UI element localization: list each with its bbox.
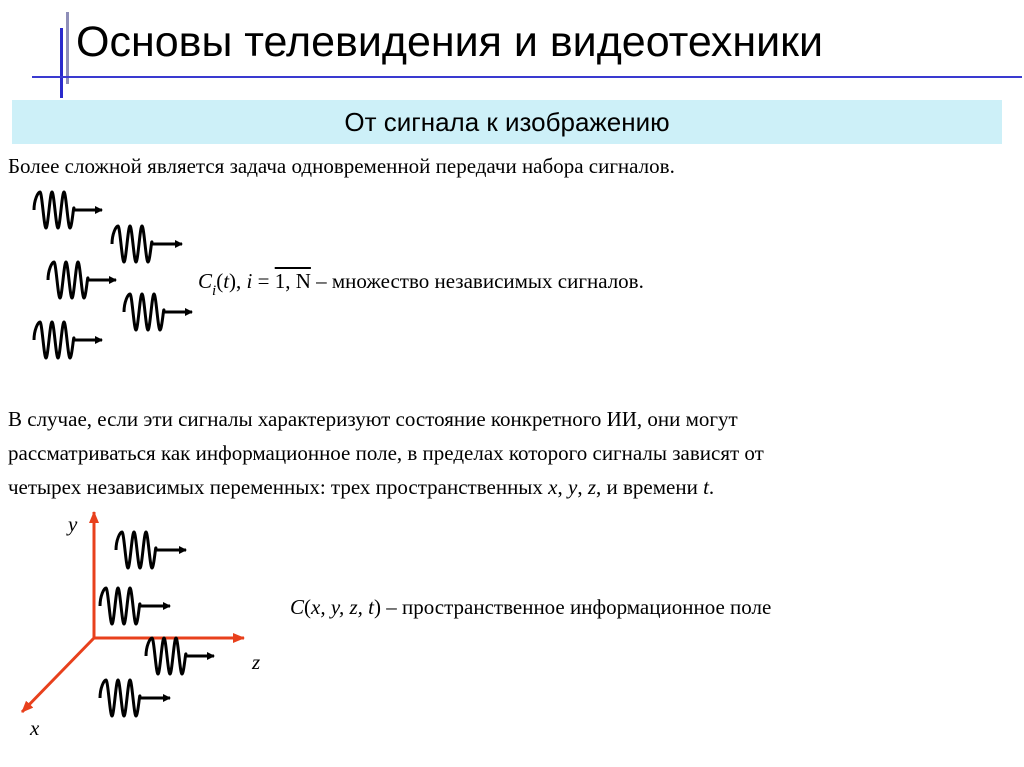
- wave-signal-icon: [124, 294, 192, 330]
- formula-field-description: – пространственное информационное поле: [381, 595, 772, 619]
- formula-description: – множество независимых сигналов.: [310, 269, 644, 293]
- intro-text: Более сложной является задача одновременной передачи набора сигналов.: [8, 154, 675, 178]
- x-axis: [22, 638, 94, 712]
- wave-signal-icon: [34, 192, 102, 228]
- wave-signal-icon: [146, 638, 214, 674]
- axis-label-y: y: [68, 512, 78, 536]
- formula-equals: =: [252, 269, 275, 293]
- formula-arg: t: [223, 269, 230, 293]
- formula-var: i: [246, 269, 253, 293]
- paragraph-line: В случае, если эти сигналы характеризуют состояние конкретного ИИ, они могут: [8, 407, 738, 431]
- wave-signal-icon: [100, 588, 170, 624]
- var-t: t: [703, 475, 709, 499]
- paragraph-line3-end: .: [708, 475, 715, 499]
- var-z: z: [587, 475, 597, 499]
- wave-signal-icon: [34, 322, 102, 358]
- slide-subtitle: От сигнала к изображению: [344, 107, 670, 137]
- formula-index: i: [212, 283, 217, 299]
- formula-range: 1, N: [274, 269, 311, 293]
- paragraph-line3-start: четырех независимых переменных: трех пространственных: [8, 475, 549, 499]
- paragraph-line: рассматриваться как информационное поле, в пределах которого сигналы зависят от: [8, 441, 764, 465]
- formula-paren-close: ): [229, 269, 237, 293]
- var-x: x: [548, 475, 558, 499]
- formula-symbol: C: [198, 269, 213, 293]
- wave-signal-icon: [48, 262, 116, 298]
- formula-field-symbol: C: [290, 595, 305, 619]
- wave-signal-icon: [116, 532, 186, 568]
- paren-open: (: [304, 595, 312, 619]
- slide-title: Основы телевидения и видеотехники: [76, 18, 823, 66]
- axis-label-x: x: [30, 716, 40, 740]
- paragraph-line3-mid: , и времени: [596, 475, 704, 499]
- formula-field-args: x, y, z, t: [311, 595, 375, 619]
- wave-signal-icon: [112, 226, 182, 262]
- var-y: y: [568, 475, 578, 499]
- separator: ,: [557, 475, 568, 499]
- formula-paren-open: (: [216, 269, 224, 293]
- separator: ,: [577, 475, 588, 499]
- paren-close: ): [374, 595, 382, 619]
- axis-label-z: z: [252, 650, 261, 674]
- wave-signal-icon: [100, 680, 170, 716]
- formula-separator: ,: [236, 269, 247, 293]
